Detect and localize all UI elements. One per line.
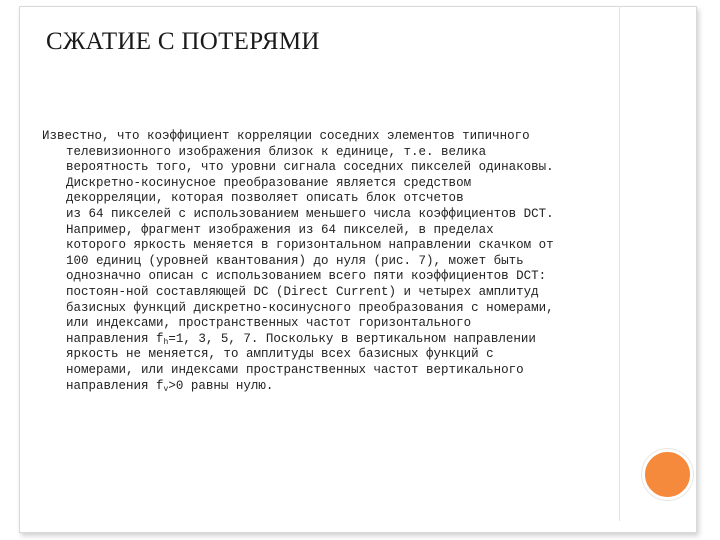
- text-line-17: [42, 379, 622, 395]
- orange-circle-decoration: [642, 449, 693, 500]
- text-line-17-end: >0 равны нулю.: [168, 378, 274, 393]
- slide-title: СЖАТИЕ С ПОТЕРЯМИ: [46, 28, 320, 55]
- text-line-5: декорреляции, которая позволяет описать блок отсчетов: [66, 191, 464, 206]
- text-line-14-start: направления f: [66, 331, 164, 346]
- text-line-4: Дискретно-косинусное преобразование является средством: [66, 175, 472, 190]
- text-line-13: или индексами, пространственных частот горизонтального: [66, 316, 472, 331]
- text-line-7: Например, фрагмент изображения из 64 пикселей, в пределах: [66, 222, 494, 237]
- text-line-14-end: =1, 3, 5, 7. Поскольку в вертикальном направлении: [168, 331, 536, 346]
- text-line-2: телевизионного изображения близок к единице, т.е. велика: [66, 144, 487, 159]
- text-line-12: базисных функций дискретно-косинусного преобразования с номерами,: [66, 300, 554, 315]
- slide-body-text: [42, 129, 622, 394]
- text-line-17-start: направления f: [66, 378, 164, 393]
- subscript-v: v: [163, 384, 169, 394]
- text-line-8: которого яркость меняется в горизонтальном направлении скачком от: [66, 238, 554, 253]
- text-line-3: вероятность того, что уровни сигнала соседних пикселей одинаковы.: [66, 160, 554, 175]
- text-line-10: однозначно описан с использованием всего пяти коэффициентов DCT:: [66, 269, 547, 284]
- text-line-6: из 64 пикселей с использованием меньшего числа коэффициентов DCT.: [66, 206, 554, 221]
- text-line-9: 100 единиц (уровней квантования) до нуля (рис. 7), может быть: [66, 253, 524, 268]
- text-line-1: Известно, что коэффициент корреляции соседних элементов типичного: [42, 129, 530, 143]
- subscript-h: h: [163, 337, 169, 347]
- text-line-15: яркость не меняется, то амплитуды всех базисных функций с: [66, 347, 494, 362]
- text-line-14: [42, 332, 622, 348]
- text-line-11: постоян-ной составляющей DC (Direct Current) и четырех амплитуд: [66, 284, 539, 299]
- text-line-16: номерами, или индексами пространственных частот вертикального: [66, 362, 524, 377]
